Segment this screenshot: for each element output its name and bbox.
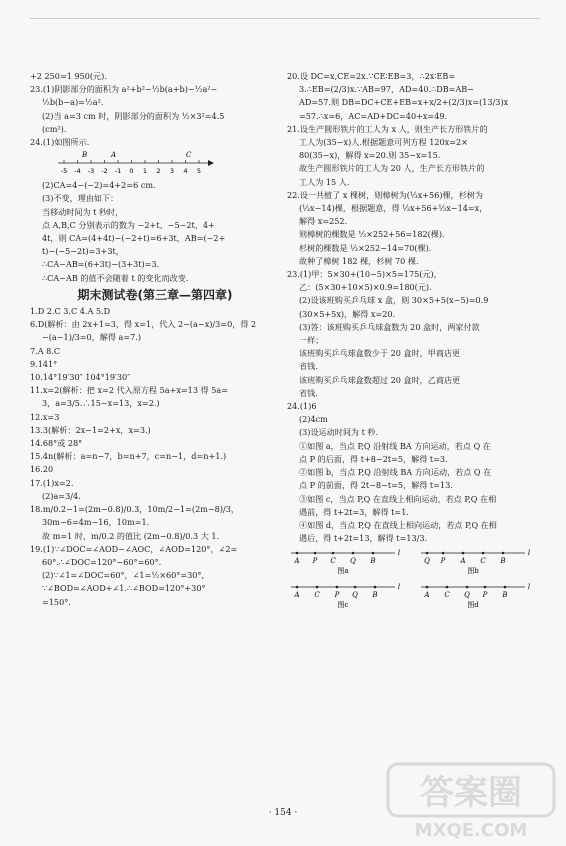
figure-point-label: C — [330, 557, 336, 566]
figure-point — [314, 552, 317, 555]
figure-point-label: Q — [350, 557, 356, 566]
figure-point-label: B — [500, 557, 506, 566]
figure-caption: 图a — [337, 567, 349, 576]
text-line: 3.∴EB=(2/3)x.∵AB=97，AD=40.∴DB=AB− — [299, 84, 475, 95]
text-line: (⅓x−14)棵，根据题意，得 ⅓x+56+⅓x−14=x， — [299, 203, 488, 214]
text-line: 点 A,B,C 分别表示的数为 −2+t、−5−2t、4+ — [42, 219, 215, 230]
text-line: 80(35−x)，解得 x=20.则 35−x=15. — [299, 150, 441, 161]
text-line: 故种了樟树 182 棵，杉树 70 棵. — [299, 255, 419, 266]
text-line: 故生产圆形铁片的工人为 20 人，生产长方形铁片的 — [299, 163, 485, 174]
text-line: (30×5+5x)，解得 x=20. — [299, 308, 396, 319]
figure-point — [504, 586, 507, 589]
figure-point — [442, 552, 445, 555]
figure-point-label: l — [397, 583, 401, 592]
text-line: 工人为 15 人. — [299, 176, 350, 187]
text-line: 21.设生产圆形铁片的工人为 x 人，则生产长方形铁片的 — [287, 123, 488, 134]
figure-point — [374, 586, 377, 589]
text-line: 该班购买乒乓球盒数少于 20 盒时，甲商店更 — [299, 348, 461, 359]
text-line: (2)∵∠1=∠DOC=60°，∠1=½×60°=30°, — [42, 570, 205, 581]
text-line: 3，a=3/5.∴15−x=13，x=2.) — [42, 398, 160, 409]
text-line: ∴CA−AB 的值不会随着 t 的变化而改变. — [42, 272, 189, 283]
text-line: 60°.∴∠DOC=120°−60°=60°. — [42, 556, 162, 567]
text-line: 10.14°19′30″ 104°19′30″ — [30, 372, 131, 383]
top-rule — [30, 18, 540, 19]
text-line: 工人为(35−x)人.根据题意可列方程 120x=2× — [299, 137, 468, 148]
figure-caption: 图b — [467, 567, 479, 576]
text-line: (2)设该班购买乒乓球 x 盒，则 30×5+5(x−5)=0.9 — [299, 295, 489, 306]
figure-point — [352, 552, 355, 555]
text-line: 23.(1)阴影部分的面积为 a²+b²−½b(a+b)−½a²− — [30, 84, 218, 95]
text-line: 22.设一共植了 x 棵树，则樟树为(⅓x+56)棵，杉树为 — [287, 189, 483, 200]
text-line: −(a−1)/3=0，解得 a=7.) — [42, 332, 142, 343]
text-line: 12.x=3 — [30, 411, 60, 422]
figure-point-label: Q — [424, 557, 430, 566]
tick-label: 0 — [129, 167, 134, 176]
text-line: =150°. — [42, 596, 71, 607]
right-column — [287, 70, 539, 613]
text-line: (3)不变，理由如下： — [42, 193, 119, 204]
text-line: 乙：(5×30+10×5)×0.9=180(元). — [299, 282, 432, 293]
text-line: ∵∠BOD=∠AOD+∠1.∴∠BOD=120°+30° — [42, 583, 206, 594]
tick-label: 3 — [169, 167, 175, 176]
text-line: 省钱. — [299, 387, 318, 398]
figure-point-label: l — [397, 549, 401, 558]
figure-point — [336, 586, 339, 589]
motion-figures — [287, 545, 537, 613]
figure-point — [466, 586, 469, 589]
text-line: 故 m=1 时，m/0.2 的值比 (2m−0.8)/0.3 大 1. — [42, 530, 220, 541]
tick-label: 5 — [196, 167, 202, 176]
figure-point-label: l — [527, 549, 531, 558]
figure-point — [482, 552, 485, 555]
point-c-label: C — [186, 151, 192, 160]
tick-label: -4 — [74, 167, 81, 176]
tick-label: -1 — [114, 167, 122, 176]
text-line: 24.(1)如图所示. — [30, 137, 90, 148]
text-line: 1.D 2.C 3.C 4.A 5.D — [30, 306, 111, 317]
tick-label: -3 — [87, 167, 95, 176]
text-line: ①如图 a，当点 P,Q 沿射线 BA 方向运动，若点 Q 在 — [299, 440, 491, 451]
text-line: 则樟树的棵数是 ½×252+56=182(棵). — [299, 229, 445, 240]
figure-point-label: P — [440, 557, 446, 566]
text-line: 11.x=2(解析：把 x=2 代入原方程 5a+x=13 得 5a= — [30, 385, 228, 396]
text-line: 14.68°或 28° — [30, 438, 83, 449]
text-line: (cm²). — [42, 123, 67, 134]
text-line: 20.设 DC=x,CE=2x.∵CE∶EB=3，∴2x∶EB= — [287, 71, 456, 81]
text-line: =57.∴x=6，AC=AD+DC=40+x=49. — [299, 110, 448, 121]
point-b-label: B — [82, 151, 88, 160]
text-line: 省钱. — [299, 361, 318, 372]
left-column — [30, 70, 280, 609]
text-line: +2 250=1 950(元). — [30, 71, 107, 81]
number-line-figure — [30, 149, 280, 179]
text-line: t)−(−5−2t)=3+3t， — [42, 246, 124, 257]
text-line: 6.D(解析：由 2x+1=3，得 x=1，代入 2−(a−x)/3=0，得 2 — [30, 319, 257, 330]
text-line: AD=57.则 DB=DC+CE+EB=x+x/2+(2/3)x=(13/3)x — [299, 97, 509, 108]
text-line: 15.4n(解析：a=n−7，b=n+7，c=n−1，d=n+1.) — [30, 451, 227, 462]
text-line: 遇前，得 t+2t=3，解得 t=1. — [299, 506, 409, 517]
text-line: ③如图 c，当点 P,Q 在直线上相向运动，若点 P,Q 在相 — [299, 493, 497, 504]
figure-point — [316, 586, 319, 589]
text-line: 遇后，得 t+2t=13，解得 t=13/3. — [299, 533, 428, 544]
figure-point-label: A — [294, 591, 300, 600]
point-a-label: A — [111, 151, 117, 160]
text-line: 23.(1)甲：5×30+(10−5)×5=175(元)， — [287, 269, 442, 280]
text-line: 该班购买乒乓球盒数超过 20 盒时，乙商店更 — [299, 374, 461, 385]
figure-point — [426, 586, 429, 589]
figure-point — [354, 586, 357, 589]
text-line: 一样； — [299, 335, 324, 346]
text-line: (3)答：该班购买乒乓球盒数为 20 盒时，两家付款 — [299, 321, 480, 332]
figure-point-label: C — [480, 557, 486, 566]
text-line: 7.A 8.C — [30, 345, 61, 356]
figure-caption: 图d — [467, 601, 479, 610]
figure-point — [296, 586, 299, 589]
figure-point — [372, 552, 375, 555]
text-line: 解得 x=252. — [299, 216, 348, 227]
figure-point-label: B — [372, 591, 378, 600]
watermark-logo — [386, 762, 556, 842]
text-line: 点 P 的后面，得 t+8−2t=5，解得 t=3. — [299, 453, 448, 464]
text-line: 16.20 — [30, 464, 54, 475]
text-line: ②如图 b，当点 P,Q 沿射线 BA 方向运动，若点 Q 在 — [299, 467, 492, 478]
tick-label: 2 — [156, 167, 161, 176]
text-line: 13.3(解析：2x−1=2+x，x=3.) — [30, 424, 151, 435]
text-line: 24.(1)6 — [287, 401, 317, 412]
tick-label: 1 — [142, 167, 148, 176]
text-line: (2)当 a=3 cm 时，阴影部分的面积为 ½×3²=4.5 — [42, 110, 225, 121]
figure-point-label: l — [527, 583, 531, 592]
section-title: 期末测试卷(第三章—第四章) — [77, 287, 233, 302]
figure-point — [446, 586, 449, 589]
text-line: (2)a=3/4. — [42, 490, 81, 501]
svg-text:MXQE.COM: MXQE.COM — [414, 820, 528, 841]
text-line: (2)4cm — [299, 414, 328, 425]
figure-point-label: B — [370, 557, 376, 566]
figure-point-label: P — [482, 591, 488, 600]
text-line: ½b(b−a)=½a². — [42, 97, 104, 108]
text-line: 17.(1)x=2. — [30, 477, 74, 488]
figure-caption: 图c — [337, 601, 349, 610]
figure-point — [484, 586, 487, 589]
tick-label: -2 — [101, 167, 108, 176]
figure-point-label: A — [460, 557, 466, 566]
figure-point-label: P — [334, 591, 340, 600]
figure-point-label: C — [444, 591, 450, 600]
text-line: (3)设运动时间为 t 秒. — [299, 427, 379, 438]
tick-label: -5 — [60, 167, 68, 176]
figure-point-label: A — [294, 557, 300, 566]
figure-point-label: Q — [464, 591, 470, 600]
text-line: (2)CA=4−(−2)=4+2=6 cm. — [42, 180, 156, 191]
tick-label: 4 — [183, 167, 188, 176]
text-line: 9.141° — [30, 358, 58, 369]
text-line: 19.(1)∵∠DOC=∠AOD−∠AOC，∠AOD=120°，∠2= — [30, 543, 238, 554]
svg-text:答案圈: 答案圈 — [420, 773, 522, 813]
figure-point-label: A — [424, 591, 430, 600]
text-line: ∴CA−AB=(6+3t)−(3+3t)=3. — [42, 259, 160, 270]
page-number: · 154 · — [268, 808, 298, 818]
text-line: 点 P 的前面，得 2t−8−t=5，解得 t=13. — [299, 480, 453, 491]
figure-point-label: Q — [352, 591, 358, 600]
text-line: 30m−6=4m−16，10m=1. — [42, 517, 150, 528]
text-line: 18.m/0.2−1=(2m−0.8)/0.3，10m/2−1=(2m−8)/3， — [30, 504, 239, 515]
figure-point-label: B — [502, 591, 508, 600]
text-line: 杉树的棵数是 ⅓×252−14=70(棵). — [299, 242, 432, 253]
text-line: ④如图 d，当点 P,Q 在直线上相向运动，若点 P,Q 在相 — [299, 519, 497, 530]
text-line: 4t，则 CA=(4+4t)−(−2+t)=6+3t，AB=(−2+ — [42, 233, 226, 244]
figure-point-label: C — [314, 591, 320, 600]
figure-point — [426, 552, 429, 555]
figure-point — [296, 552, 299, 555]
figure-point — [502, 552, 505, 555]
text-line: 当移动时间为 t 秒时， — [42, 206, 124, 217]
figure-point-label: P — [312, 557, 318, 566]
figure-point — [462, 552, 465, 555]
figure-point — [332, 552, 335, 555]
